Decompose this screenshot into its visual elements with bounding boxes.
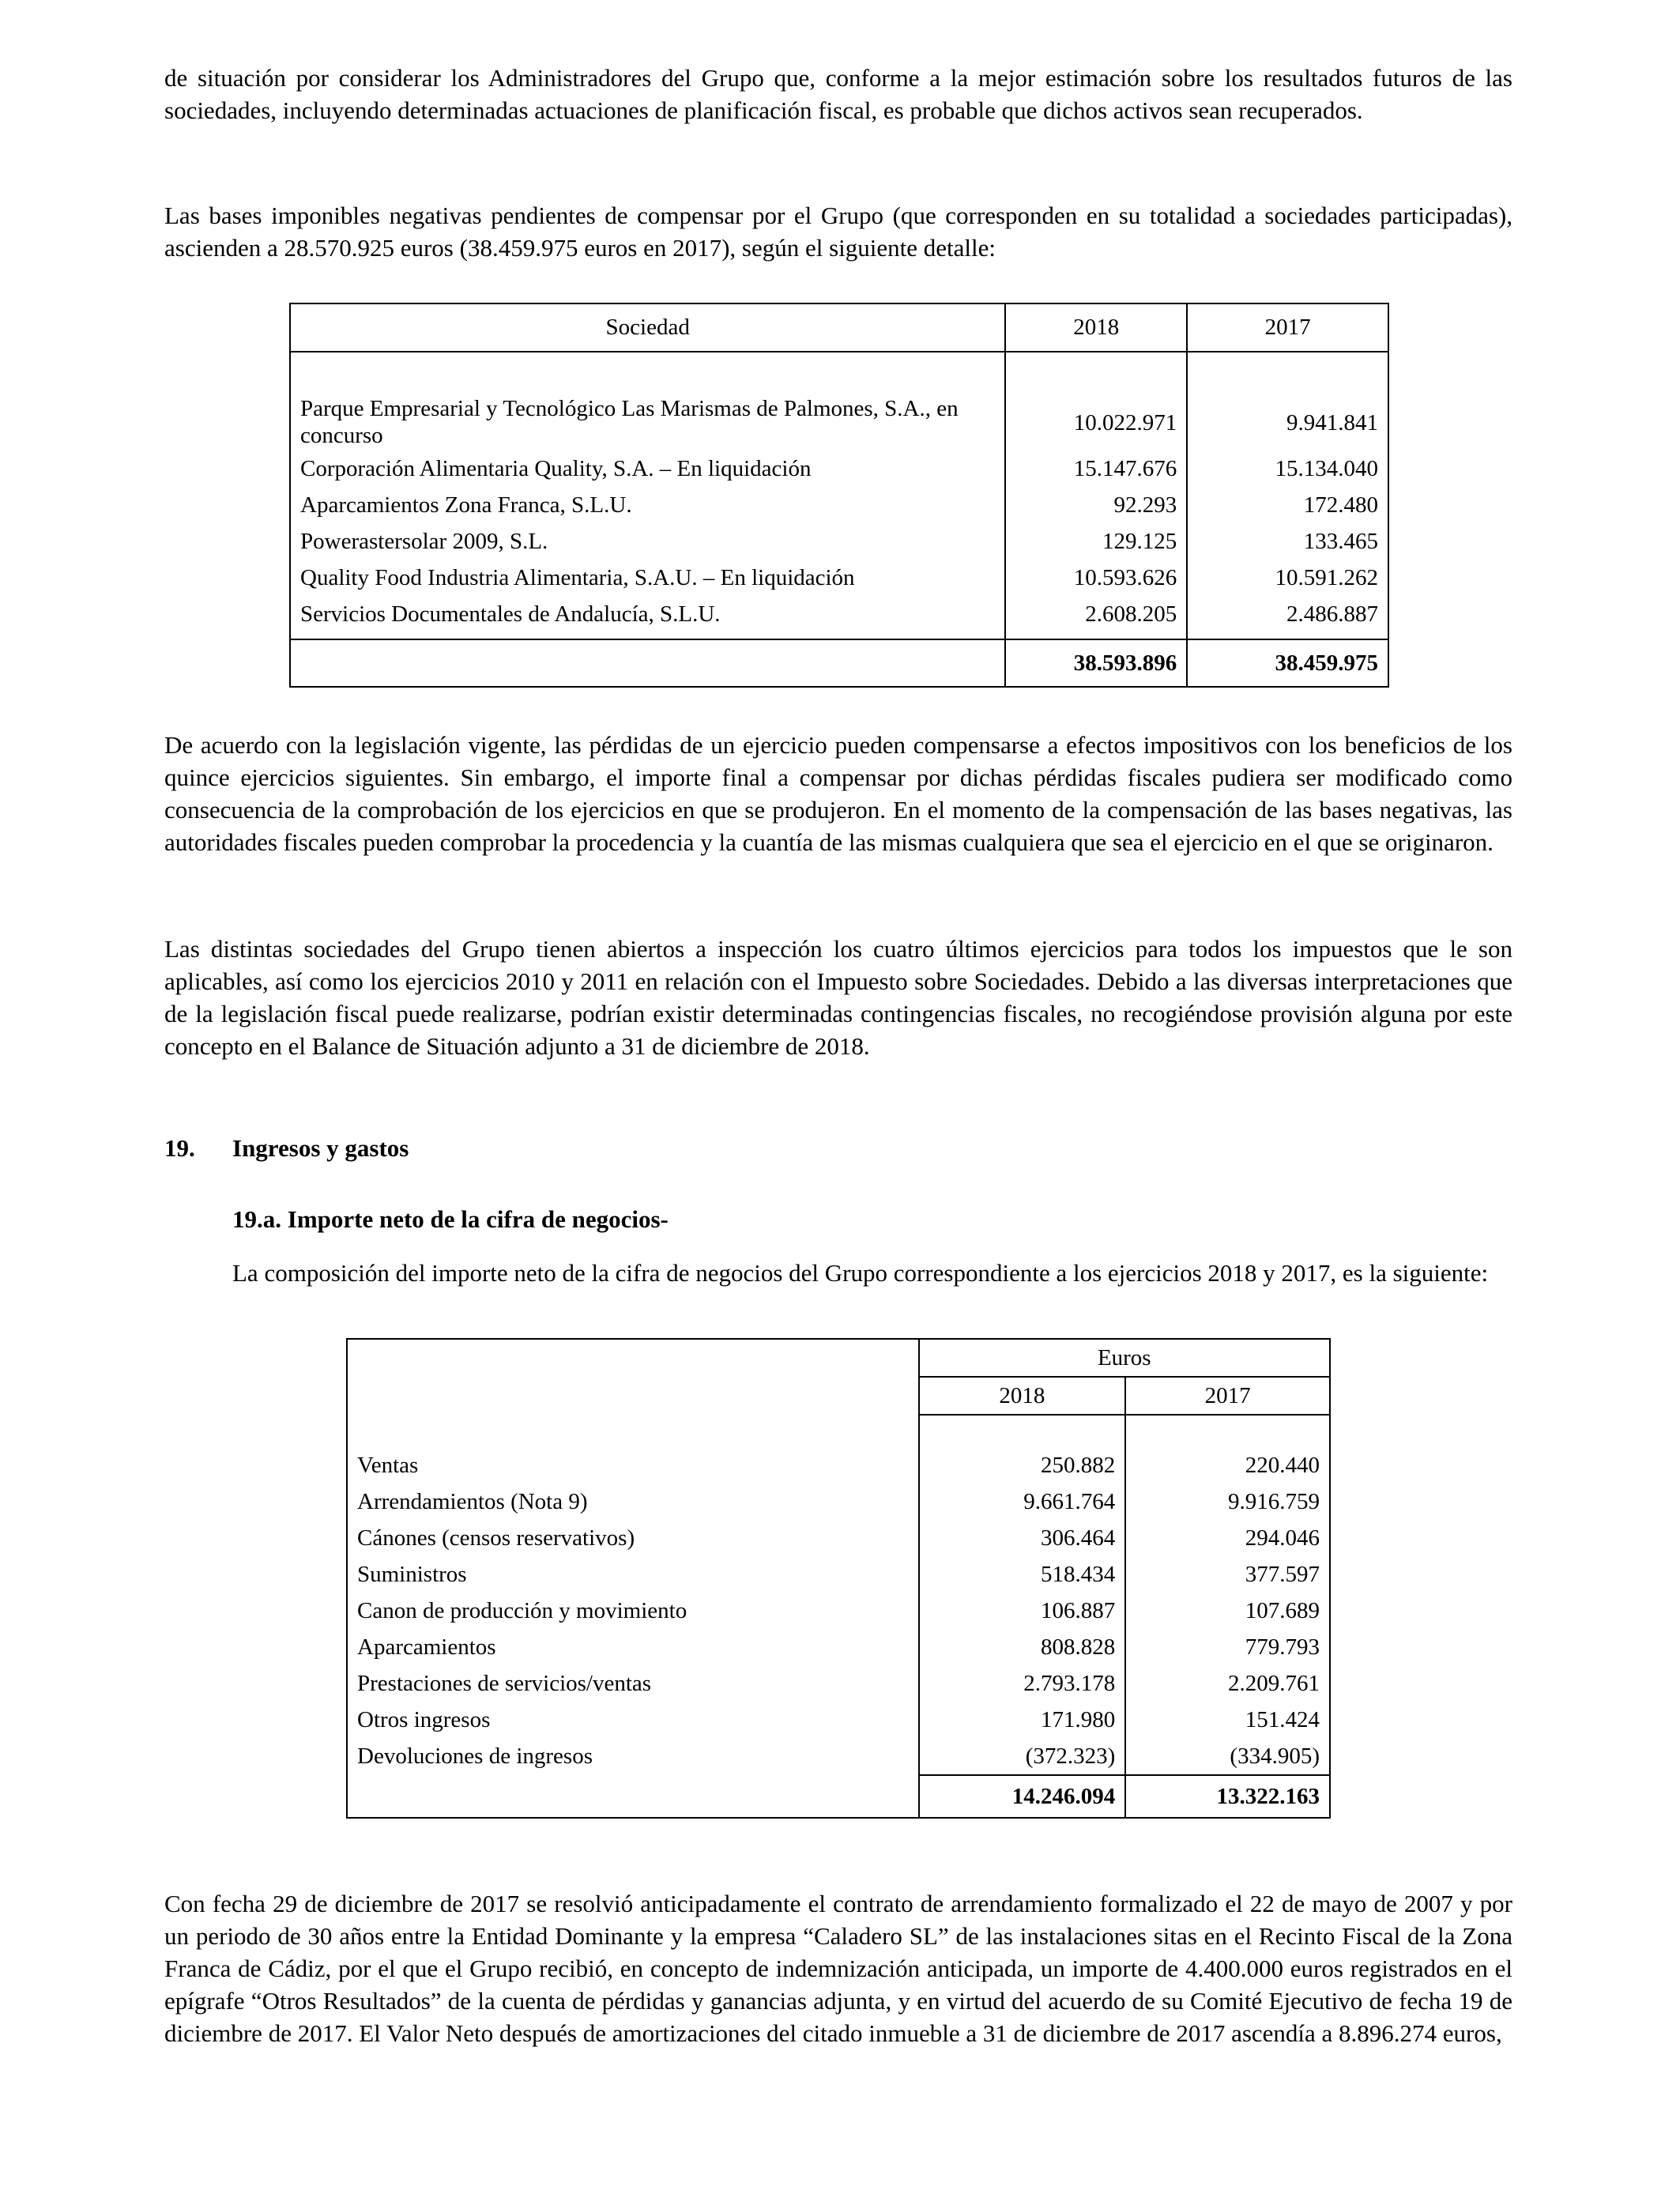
row-value-2017: 220.440 <box>1245 1452 1320 1478</box>
table-total-row <box>347 1775 1330 1818</box>
table-row <box>290 395 1388 450</box>
column-header-2017: 2017 <box>1187 303 1388 352</box>
paragraph-text: De acuerdo con la legislación vigente, las pérdidas de un ejercicio pueden compensarse a efectos impositivos con los beneficios de los quince ejercicios siguientes. Sin embargo, el importe final a compensar por dichas pérdidas fiscales pudiera ser modificado como consecuencia de la comprobación de los ejercicios en que se produjeron. En el momento de la compensación de las bases negativas, las autoridades fiscales pueden comprobar la procedencia y la cuantía de las mismas cualquiera que sea el ejercicio en el que se originaron. <box>164 731 1512 856</box>
tax-losses-table <box>289 303 1389 688</box>
row-value-2018: (372.323) <box>919 1738 1126 1775</box>
table-row <box>347 1556 1330 1593</box>
table-row <box>290 596 1388 639</box>
row-value-2018: 129.125 <box>1005 523 1187 560</box>
row-concept: Devoluciones de ingresos <box>347 1738 919 1775</box>
row-value-2017: 294.046 <box>1245 1525 1320 1551</box>
row-company-name: Aparcamientos Zona Franca, S.L.U. <box>290 487 1005 523</box>
row-company-name: Servicios Documentales de Andalucía, S.L.U. <box>290 596 1005 639</box>
total-2017: 13.322.163 <box>1125 1775 1330 1818</box>
row-value-2017: 377.597 <box>1245 1561 1320 1587</box>
table-header-row <box>290 303 1388 352</box>
table-row <box>290 450 1388 487</box>
row-value-2018: 106.887 <box>919 1593 1126 1629</box>
table-row <box>290 487 1388 523</box>
total-2017: 38.459.975 <box>1187 639 1388 687</box>
table-row <box>290 560 1388 596</box>
row-value-2017: 133.465 <box>1303 528 1378 554</box>
paragraph-text: Con fecha 29 de diciembre de 2017 se resolvió anticipadamente el contrato de arrendamiento formalizado el 22 de mayo de 2007 y por un periodo de 30 años entre la Entidad Dominante y la empresa “Caladero SL” de las instalaciones sitas en el Recinto Fiscal de la Zona Franca de Cádiz, por el que el Grupo recibió, en concepto de indemnización anticipada, un importe de 4.400.000 euros registrados en el epígrafe “Otros Resultados” de la cuenta de pérdidas y ganancias adjunta, y en virtud del acuerdo de su Comité Ejecutivo de fecha 19 de diciembre de 2017. El Valor Neto después de amortizaciones del citado inmueble a 31 de diciembre de 2017 ascendía a 8.896.274 euros, <box>164 1890 1512 2047</box>
table-row <box>347 1520 1330 1556</box>
paragraph-inspection <box>164 933 1512 1062</box>
row-value-2018: 10.593.626 <box>1005 560 1187 596</box>
row-value-2017: 779.793 <box>1245 1634 1320 1660</box>
table-row <box>347 1483 1330 1520</box>
section-title: Ingresos y gastos <box>232 1134 409 1162</box>
row-value-2017: 151.424 <box>1245 1706 1320 1732</box>
paragraph-text: Las bases imponibles negativas pendientes de compensar por el Grupo (que corresponden en su totalidad a sociedades participadas), ascienden a 28.570.925 euros (38.459.975 euros en 2017), según el siguiente detalle: <box>164 202 1512 262</box>
row-value-2018: 306.464 <box>919 1520 1126 1556</box>
table-row <box>347 1593 1330 1629</box>
table-row <box>347 1665 1330 1702</box>
row-company-name: Corporación Alimentaria Quality, S.A. – En liquidación <box>290 450 1005 487</box>
table-row <box>347 1629 1330 1665</box>
table-row <box>347 1702 1330 1738</box>
paragraph-text: La composición del importe neto de la cifra de negocios del Grupo correspondiente a los ejercicios 2018 y 2017, es la siguiente: <box>232 1259 1489 1287</box>
row-concept: Otros ingresos <box>347 1702 919 1738</box>
table-header-row <box>347 1339 1330 1377</box>
row-value-2018: 2.793.178 <box>919 1665 1126 1702</box>
table-total-row <box>290 639 1388 687</box>
row-value-2018: 92.293 <box>1005 487 1187 523</box>
row-concept: Suministros <box>347 1556 919 1593</box>
row-company-name: Parque Empresarial y Tecnológico Las Marismas de Palmones, S.A., en concurso <box>290 395 1005 450</box>
row-value-2018: 518.434 <box>919 1556 1126 1593</box>
paragraph-lease-termination <box>164 1887 1512 2049</box>
row-value-2018: 250.882 <box>919 1447 1126 1483</box>
table-spacer-row <box>347 1415 1330 1447</box>
column-header-sociedad: Sociedad <box>290 303 1005 352</box>
column-header-euros: Euros <box>919 1339 1330 1377</box>
row-concept: Arrendamientos (Nota 9) <box>347 1483 919 1520</box>
row-company-name: Powerastersolar 2009, S.L. <box>290 523 1005 560</box>
row-concept: Ventas <box>347 1447 919 1483</box>
row-value-2017: 9.916.759 <box>1228 1488 1320 1514</box>
row-concept: Prestaciones de servicios/ventas <box>347 1665 919 1702</box>
row-value-2018: 10.022.971 <box>1005 395 1187 450</box>
paragraph-text: Las distintas sociedades del Grupo tienen abiertos a inspección los cuatro últimos ejercicios para todos los impuestos que le son aplicables, así como los ejercicios 2010 y 2011 en relación con el Impuesto sobre Sociedades. Debido a las diversas interpretaciones que de la legislación fiscal puede realizarse, podrían existir determinadas contingencias fiscales, no recogiéndose provisión alguna por este concepto en el Balance de Situación adjunto a 31 de diciembre de 2018. <box>164 935 1512 1060</box>
table-spacer-row <box>290 352 1388 395</box>
section-number: 19. <box>164 1134 195 1162</box>
section-heading-19 <box>164 1132 409 1164</box>
row-value-2018: 9.661.764 <box>919 1483 1126 1520</box>
paragraph-text: de situación por considerar los Administradores del Grupo que, conforme a la mejor estimación sobre los resultados futuros de las sociedades, incluyendo determinadas actuaciones de planificación fiscal, es probable que dichos activos sean recuperados. <box>164 64 1512 124</box>
total-2018: 38.593.896 <box>1005 639 1187 687</box>
row-concept: Canon de producción y movimiento <box>347 1593 919 1629</box>
row-value-2018: 2.608.205 <box>1005 596 1187 639</box>
row-value-2017: 107.689 <box>1245 1597 1320 1623</box>
row-value-2018: 808.828 <box>919 1629 1126 1665</box>
row-company-name: Quality Food Industria Alimentaria, S.A.U. – En liquidación <box>290 560 1005 596</box>
column-header-2018: 2018 <box>919 1377 1126 1415</box>
row-concept: Aparcamientos <box>347 1629 919 1665</box>
paragraph-recoverability <box>164 62 1512 126</box>
column-header-2017: 2017 <box>1125 1377 1330 1415</box>
row-value-2017: 9.941.841 <box>1286 409 1378 435</box>
column-header-2018: 2018 <box>1005 303 1187 352</box>
row-value-2017: 15.134.040 <box>1275 455 1378 481</box>
revenue-table <box>346 1338 1331 1819</box>
row-value-2017: (334.905) <box>1230 1743 1320 1769</box>
row-value-2018: 15.147.676 <box>1005 450 1187 487</box>
table-row <box>347 1447 1330 1483</box>
row-value-2017: 172.480 <box>1303 492 1378 518</box>
row-value-2017: 2.486.887 <box>1286 601 1378 627</box>
row-value-2018: 171.980 <box>919 1702 1126 1738</box>
paragraph-revenue-intro <box>232 1257 1512 1289</box>
table-row <box>347 1738 1330 1775</box>
subsection-heading-19a: 19.a. Importe neto de la cifra de negocios- <box>232 1205 669 1233</box>
paragraph-compensation <box>164 729 1512 858</box>
row-value-2017: 2.209.761 <box>1228 1670 1320 1696</box>
row-concept: Cánones (censos reservativos) <box>347 1520 919 1556</box>
total-2018: 14.246.094 <box>919 1775 1126 1818</box>
row-value-2017: 10.591.262 <box>1275 564 1378 590</box>
paragraph-tax-losses <box>164 199 1512 264</box>
table-row <box>290 523 1388 560</box>
